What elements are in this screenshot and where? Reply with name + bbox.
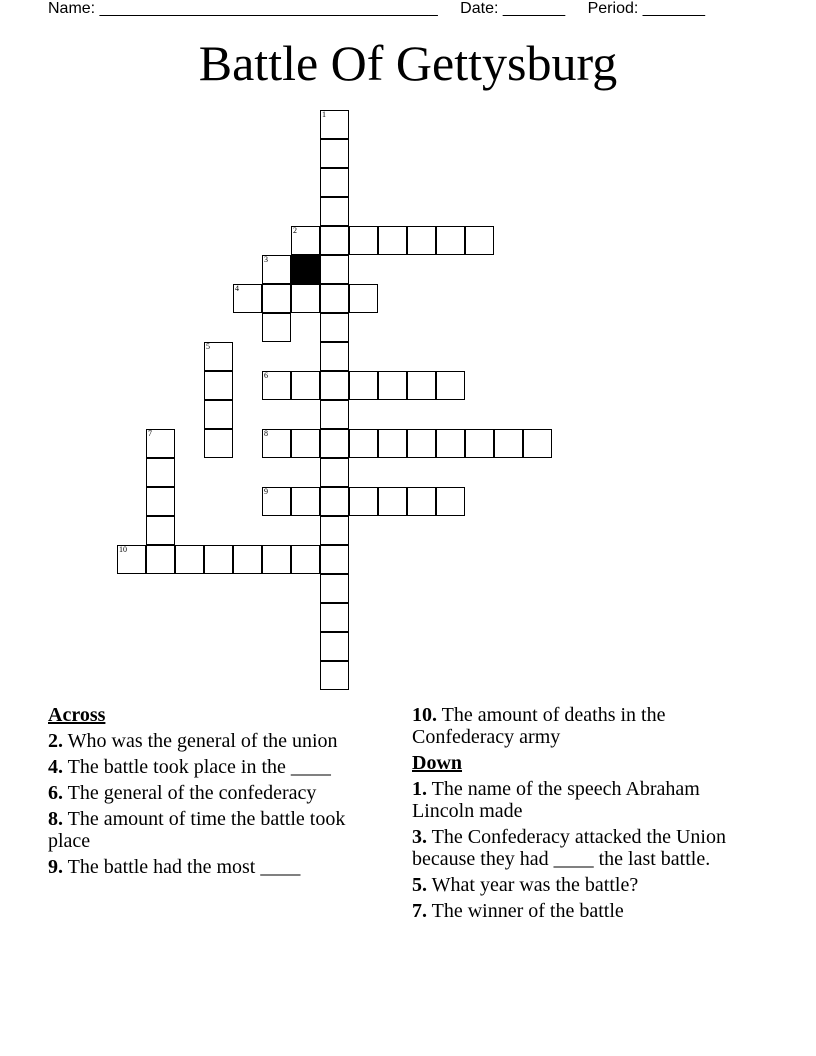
grid-cell[interactable] (320, 603, 349, 632)
grid-cell[interactable] (117, 545, 146, 574)
grid-cell[interactable] (146, 545, 175, 574)
grid-cell[interactable] (262, 255, 291, 284)
grid-cell[interactable] (320, 168, 349, 197)
clue-number-label: 4 (235, 284, 239, 293)
grid-cell[interactable] (523, 429, 552, 458)
grid-cell[interactable] (378, 226, 407, 255)
grid-cell[interactable] (204, 429, 233, 458)
clue-number: 6. (48, 782, 63, 804)
clue-number-label: 6 (264, 371, 268, 380)
grid-cell[interactable] (291, 371, 320, 400)
grid-cell[interactable] (378, 429, 407, 458)
grid-cell[interactable] (262, 487, 291, 516)
grid-cell[interactable] (407, 371, 436, 400)
grid-cell[interactable] (262, 429, 291, 458)
grid-cell[interactable] (320, 487, 349, 516)
clue-number: 10. (412, 704, 437, 726)
grid-cell[interactable] (146, 516, 175, 545)
clue-number: 4. (48, 756, 63, 778)
clue-number-label: 9 (264, 487, 268, 496)
grid-cell[interactable] (320, 516, 349, 545)
grid-cell[interactable] (320, 545, 349, 574)
clue-number: 3. (412, 826, 427, 848)
grid-cell[interactable] (349, 284, 378, 313)
clue-text: The general of the confederacy (67, 782, 317, 804)
grid-cell[interactable] (320, 284, 349, 313)
clue-number: 9. (48, 856, 63, 878)
clue-text: The amount of time the battle took place (48, 808, 346, 852)
name-field[interactable]: Name: ______________________________________ (48, 0, 438, 17)
clue-text: The battle had the most ____ (67, 856, 301, 878)
grid-cell[interactable] (204, 545, 233, 574)
grid-cell[interactable] (320, 342, 349, 371)
grid-cell[interactable] (233, 284, 262, 313)
grid-cell[interactable] (436, 487, 465, 516)
clues-right-column (412, 704, 742, 926)
grid-cell[interactable] (320, 400, 349, 429)
clue-number-label: 3 (264, 255, 268, 264)
grid-cell[interactable] (436, 429, 465, 458)
grid-cell[interactable] (320, 632, 349, 661)
clue-across-10 (412, 704, 742, 748)
clue-number: 7. (412, 900, 427, 922)
grid-cell[interactable] (320, 110, 349, 139)
date-field[interactable]: Date: _______ (460, 0, 566, 17)
clues-left-column (48, 704, 378, 882)
clue-across-9 (48, 856, 378, 878)
grid-cell[interactable] (291, 429, 320, 458)
clue-number-label: 1 (322, 110, 326, 119)
down-heading: Down (412, 752, 463, 774)
grid-cell[interactable] (233, 545, 262, 574)
grid-cell[interactable] (204, 371, 233, 400)
grid-cell[interactable] (262, 371, 291, 400)
grid-cell[interactable] (349, 429, 378, 458)
grid-cell[interactable] (349, 487, 378, 516)
grid-cell[interactable] (262, 545, 291, 574)
grid-cell[interactable] (349, 371, 378, 400)
clue-number-label: 8 (264, 429, 268, 438)
grid-cell[interactable] (291, 226, 320, 255)
clue-down-3 (412, 826, 742, 870)
grid-cell[interactable] (204, 342, 233, 371)
clue-text: What year was the battle? (431, 874, 639, 896)
grid-cell[interactable] (146, 429, 175, 458)
clue-number-label: 5 (206, 342, 210, 351)
clue-text: The winner of the battle (431, 900, 624, 922)
grid-cell[interactable] (204, 400, 233, 429)
grid-cell[interactable] (320, 226, 349, 255)
period-field[interactable]: Period: _______ (587, 0, 706, 17)
grid-cell[interactable] (320, 429, 349, 458)
grid-cell[interactable] (407, 429, 436, 458)
grid-cell[interactable] (407, 226, 436, 255)
grid-cell[interactable] (320, 139, 349, 168)
grid-cell[interactable] (291, 487, 320, 516)
grid-cell[interactable] (407, 487, 436, 516)
grid-cell[interactable] (291, 545, 320, 574)
grid-cell[interactable] (465, 226, 494, 255)
clue-number: 8. (48, 808, 63, 830)
clue-across-6 (48, 782, 378, 804)
grid-cell[interactable] (320, 197, 349, 226)
grid-cell[interactable] (436, 226, 465, 255)
clue-number-label: 7 (148, 429, 152, 438)
grid-cell[interactable] (175, 545, 204, 574)
clue-number-label: 2 (293, 226, 297, 235)
grid-cell[interactable] (320, 458, 349, 487)
grid-cell[interactable] (349, 226, 378, 255)
grid-cell[interactable] (320, 313, 349, 342)
grid-cell[interactable] (320, 371, 349, 400)
grid-block-cell (291, 255, 320, 284)
grid-cell[interactable] (320, 574, 349, 603)
grid-cell[interactable] (465, 429, 494, 458)
grid-cell[interactable] (320, 661, 349, 690)
clue-text: The amount of deaths in the Confederacy army (412, 704, 666, 748)
clue-text: The name of the speech Abraham Lincoln made (412, 778, 700, 822)
grid-cell[interactable] (146, 458, 175, 487)
grid-cell[interactable] (146, 487, 175, 516)
puzzle-title: Battle Of Gettysburg (198, 35, 618, 91)
across-heading: Across (48, 704, 106, 726)
clue-number-label: 10 (119, 545, 127, 554)
clue-across-4 (48, 756, 378, 778)
clue-across-8 (48, 808, 378, 852)
grid-cell[interactable] (262, 284, 291, 313)
grid-cell[interactable] (378, 487, 407, 516)
grid-cell[interactable] (291, 284, 320, 313)
grid-cell[interactable] (436, 371, 465, 400)
clue-down-7 (412, 900, 742, 922)
clue-down-5 (412, 874, 742, 896)
clue-across-2 (48, 730, 378, 752)
grid-cell[interactable] (320, 255, 349, 284)
clue-text: The battle took place in the ____ (67, 756, 331, 778)
clue-number: 5. (412, 874, 427, 896)
clue-number: 2. (48, 730, 63, 752)
grid-cell[interactable] (378, 371, 407, 400)
grid-cell[interactable] (494, 429, 523, 458)
clue-text: Who was the general of the union (67, 730, 338, 752)
clue-number: 1. (412, 778, 427, 800)
clue-text: The Confederacy attacked the Union because they had ____ the last battle. (412, 826, 726, 870)
grid-cell[interactable] (262, 313, 291, 342)
clue-down-1 (412, 778, 742, 822)
